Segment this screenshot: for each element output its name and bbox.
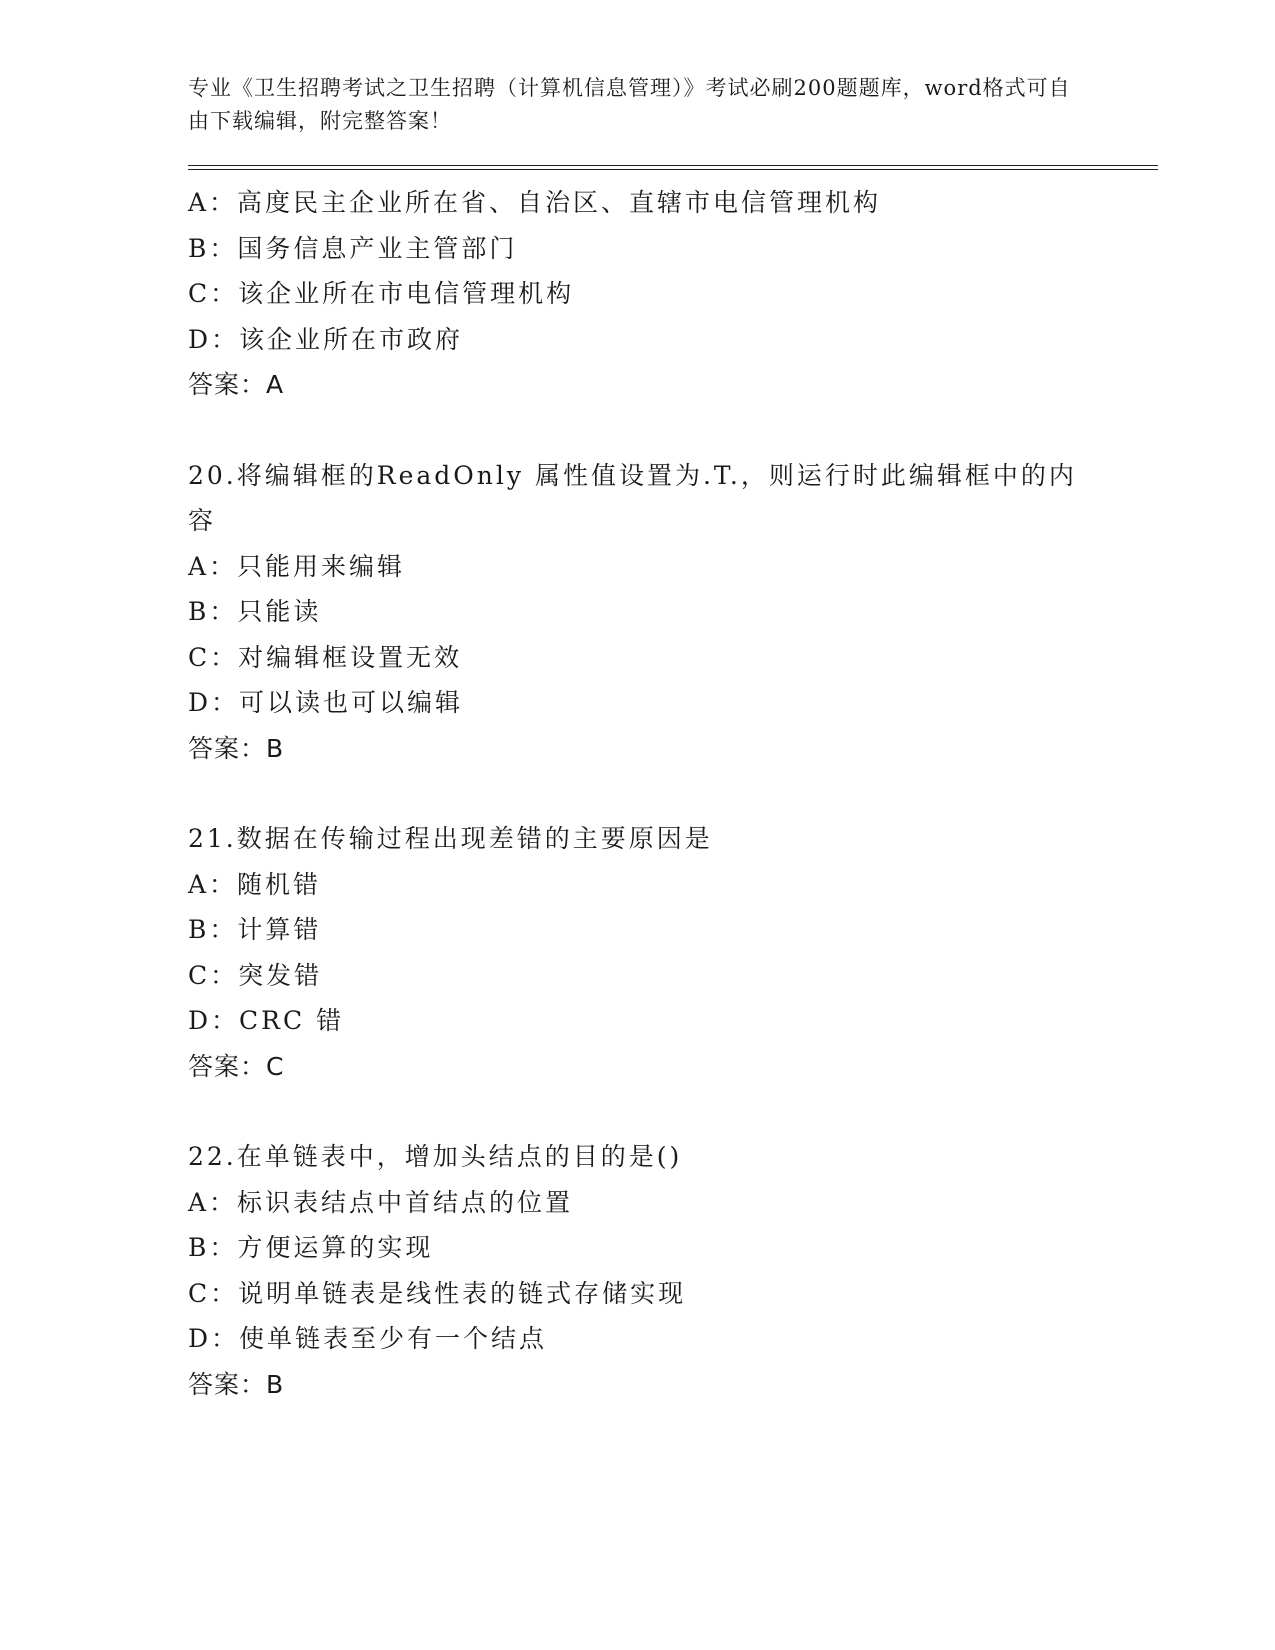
spacer [188, 1089, 1158, 1134]
option-d: D：该企业所在市政府 [188, 324, 464, 354]
question-text: 21.数据在传输过程出现差错的主要原因是 [188, 824, 713, 853]
option-d: D：可以读也可以编辑 [188, 688, 464, 717]
question-21-block [188, 816, 1158, 1089]
option-b: B：方便运算的实现 [188, 1233, 434, 1262]
document-header: 专业《卫生招聘考试之卫生招聘（计算机信息管理）》考试必刷200题题库，word格式可自由下载编辑，附完整答案！ [188, 76, 1071, 133]
option-c: C：突发错 [188, 960, 323, 990]
question-text: 22.在单链表中，增加头结点的目的是() [188, 1142, 683, 1171]
header-divider [188, 165, 1158, 170]
option-a: A：标识表结点中首结点的位置 [188, 1187, 574, 1217]
option-c: C：对编辑框设置无效 [188, 642, 463, 672]
question-22-block [188, 1134, 1158, 1407]
question-19-block [188, 180, 1158, 408]
option-b: B：国务信息产业主管部门 [188, 233, 518, 263]
spacer [188, 771, 1158, 816]
option-a: A：随机错 [188, 869, 322, 899]
spacer [188, 408, 1158, 453]
option-a: A：高度民主企业所在省、自治区、直辖市电信管理机构 [188, 188, 882, 217]
option-b: B：只能读 [188, 597, 322, 626]
question-text: 20.将编辑框的ReadOnly 属性值设置为.T.，则运行时此编辑框中的内容 [188, 460, 1077, 535]
option-d: D：CRC 错 [188, 1006, 345, 1035]
answer-line: 答案：A [188, 370, 285, 399]
option-a: A：只能用来编辑 [188, 551, 406, 581]
option-d: D：使单链表至少有一个结点 [188, 1324, 548, 1353]
document-page [188, 72, 1158, 1407]
option-c: C：说明单链表是线性表的链式存储实现 [188, 1278, 687, 1308]
option-b: B：计算错 [188, 915, 322, 944]
answer-line: 答案：C [188, 1051, 285, 1081]
question-20-block [188, 453, 1158, 772]
answer-line: 答案：B [188, 1369, 285, 1399]
answer-line: 答案：B [188, 733, 285, 763]
option-c: C：该企业所在市电信管理机构 [188, 279, 575, 308]
question-list [188, 180, 1158, 1407]
